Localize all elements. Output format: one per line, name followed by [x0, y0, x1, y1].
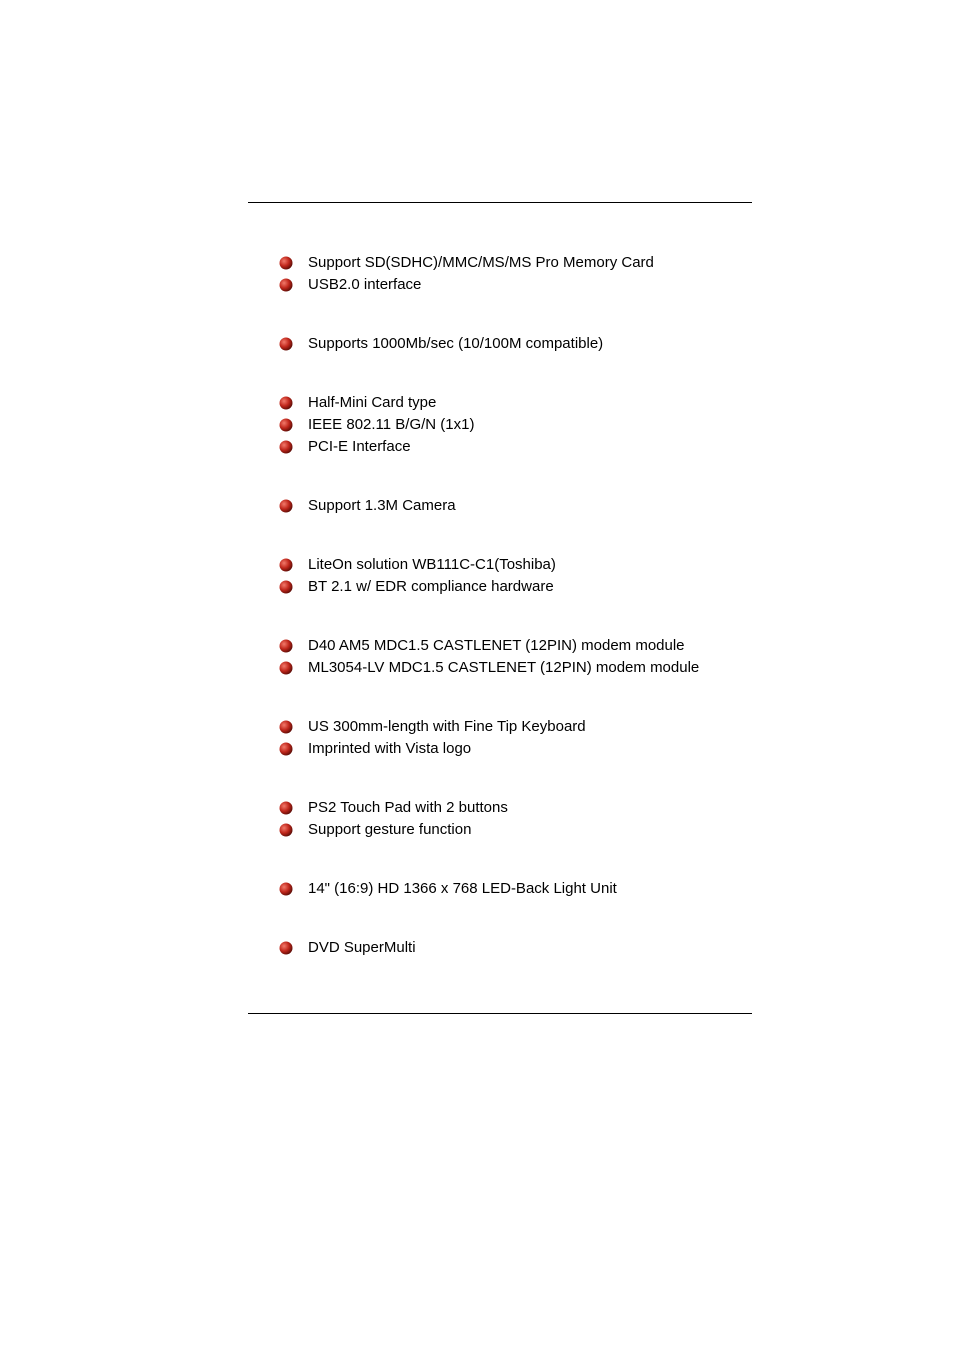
list-item-label: Support gesture function [308, 821, 472, 838]
list-item [276, 274, 756, 296]
red-ball-bullet-icon [278, 336, 294, 352]
list-item-label: DVD SuperMulti [308, 939, 416, 956]
list-item [276, 657, 756, 679]
list-item-label: D40 AM5 MDC1.5 CASTLENET (12PIN) modem module [308, 637, 685, 654]
list-item-label: PS2 Touch Pad with 2 buttons [308, 799, 508, 816]
red-ball-bullet-icon [278, 881, 294, 897]
list-item [276, 738, 756, 760]
list-item [276, 414, 756, 436]
red-ball-bullet-icon [278, 741, 294, 757]
list-item [276, 333, 756, 355]
list-item [276, 436, 756, 458]
list-item-label: ML3054-LV MDC1.5 CASTLENET (12PIN) modem module [308, 659, 700, 676]
spec-group [276, 392, 756, 458]
list-item [276, 576, 756, 598]
spec-group [276, 878, 756, 900]
red-ball-bullet-icon [278, 822, 294, 838]
list-item-label: IEEE 802.11 B/G/N (1x1) [308, 416, 475, 433]
bottom-divider [248, 1013, 752, 1014]
spec-group [276, 554, 756, 598]
spec-group [276, 333, 756, 355]
list-item-label: LiteOn solution WB111C-C1(Toshiba) [308, 556, 556, 573]
list-item [276, 252, 756, 274]
spec-group [276, 495, 756, 517]
red-ball-bullet-icon [278, 498, 294, 514]
spec-group [276, 635, 756, 679]
list-item [276, 819, 756, 841]
list-item-label: Supports 1000Mb/sec (10/100M compatible) [308, 335, 604, 352]
red-ball-bullet-icon [278, 940, 294, 956]
spec-group [276, 797, 756, 841]
red-ball-bullet-icon [278, 638, 294, 654]
list-item [276, 716, 756, 738]
list-item-label: Support SD(SDHC)/MMC/MS/MS Pro Memory Card [308, 254, 654, 271]
list-item-label: USB2.0 interface [308, 276, 422, 293]
list-item [276, 878, 756, 900]
red-ball-bullet-icon [278, 800, 294, 816]
spec-group [276, 937, 756, 959]
list-item [276, 635, 756, 657]
list-item-label: Half-Mini Card type [308, 394, 437, 411]
red-ball-bullet-icon [278, 395, 294, 411]
red-ball-bullet-icon [278, 579, 294, 595]
red-ball-bullet-icon [278, 417, 294, 433]
list-item-label: PCI-E Interface [308, 438, 411, 455]
list-item [276, 797, 756, 819]
list-item-label: Imprinted with Vista logo [308, 740, 472, 757]
red-ball-bullet-icon [278, 255, 294, 271]
list-item-label: BT 2.1 w/ EDR compliance hardware [308, 578, 554, 595]
list-item-label: US 300mm-length with Fine Tip Keyboard [308, 718, 586, 735]
top-divider [248, 202, 752, 203]
list-item [276, 392, 756, 414]
list-item [276, 937, 756, 959]
list-item-label: 14" (16:9) HD 1366 x 768 LED-Back Light Unit [308, 880, 617, 897]
list-item-label: Support 1.3M Camera [308, 497, 456, 514]
red-ball-bullet-icon [278, 439, 294, 455]
red-ball-bullet-icon [278, 719, 294, 735]
list-item [276, 495, 756, 517]
red-ball-bullet-icon [278, 557, 294, 573]
red-ball-bullet-icon [278, 277, 294, 293]
red-ball-bullet-icon [278, 660, 294, 676]
spec-group [276, 716, 756, 760]
spec-list [276, 252, 756, 996]
list-item [276, 554, 756, 576]
spec-group [276, 252, 756, 296]
